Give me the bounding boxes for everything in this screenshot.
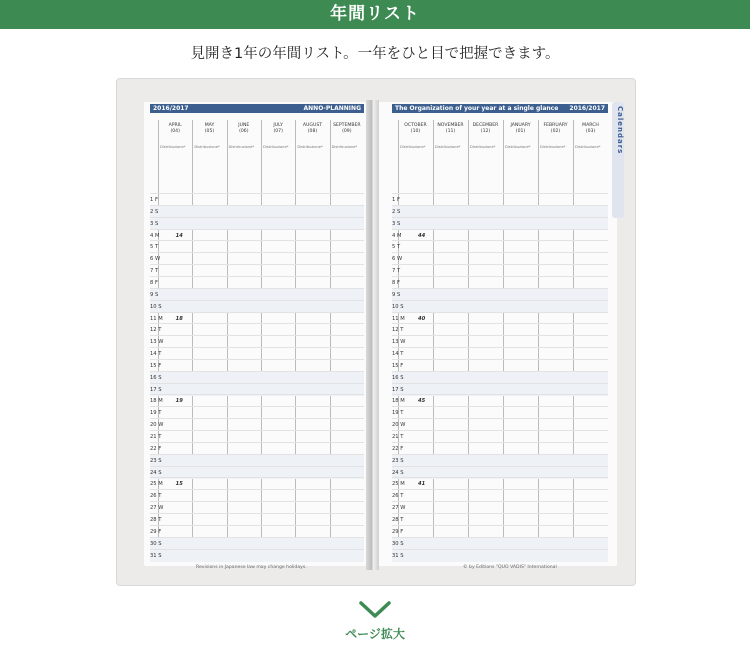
month-number: (12) <box>480 129 491 134</box>
month-name: MARCH <box>582 123 599 128</box>
day-row <box>392 549 608 562</box>
month-number: (08) <box>307 129 318 134</box>
month-number: (11) <box>445 129 456 134</box>
section-banner <box>0 0 750 29</box>
month-number: (01) <box>515 129 526 134</box>
week-number: 41 <box>418 481 426 488</box>
month-number: (10) <box>410 129 421 134</box>
day-number: 21 T <box>392 434 404 440</box>
month-name: APRIL <box>168 123 182 128</box>
day-number: 2 S <box>150 208 159 215</box>
chevron-down-icon[interactable] <box>358 600 392 620</box>
day-number: 18 M <box>150 398 163 405</box>
right-page-footer: © by Editions "QUO VADIS" International <box>463 565 557 570</box>
month-number: (03) <box>585 129 596 134</box>
month-header <box>503 123 538 135</box>
day-number: 7 T <box>392 268 401 275</box>
month-notes-label: Distribuzione* <box>400 145 426 149</box>
day-number: 5 T <box>150 244 159 251</box>
day-number: 20 W <box>392 422 406 429</box>
month-notes-label: Distribuzione* <box>194 145 220 149</box>
day-row <box>150 549 364 562</box>
month-name: JULY <box>273 123 283 128</box>
week-number: 45 <box>418 398 426 405</box>
day-number: 10 S <box>150 303 162 310</box>
day-number: 9 S <box>150 291 159 298</box>
day-number: 25 M <box>392 481 405 488</box>
section-subtitle: 見開き1年の年間リスト。一年をひと目で把握できます。 <box>190 46 560 62</box>
month-name: AUGUST <box>302 123 323 128</box>
planner-spine <box>366 100 379 570</box>
day-number: 27 W <box>150 505 164 512</box>
left-header-year: 2016/2017 <box>153 105 189 112</box>
day-number: 7 T <box>150 268 159 275</box>
month-number: (07) <box>273 129 283 134</box>
month-header <box>227 123 261 135</box>
day-number: 17 S <box>392 386 404 393</box>
day-number: 8 F <box>150 279 158 286</box>
month-header <box>192 123 226 135</box>
day-number: 26 T <box>392 493 404 500</box>
month-notes-label: Distribuzione* <box>505 145 531 149</box>
month-name: JUNE <box>238 123 250 128</box>
day-number: 12 T <box>392 327 404 334</box>
week-number: 15 <box>175 481 183 488</box>
month-name: SEPTEMBER <box>333 123 361 128</box>
day-number: 28 T <box>150 516 162 523</box>
month-notes-label: Distribuzione* <box>435 145 461 149</box>
day-number: 19 T <box>150 410 162 417</box>
day-number: 13 W <box>150 339 164 346</box>
week-number: 19 <box>175 398 183 405</box>
month-header <box>538 123 573 135</box>
month-header <box>573 123 608 135</box>
month-number: (02) <box>550 129 561 134</box>
week-number: 18 <box>175 315 183 322</box>
day-number: 23 S <box>392 457 404 464</box>
day-number: 15 F <box>392 362 404 369</box>
day-number: 23 S <box>150 457 162 464</box>
month-name: FEBRUARY <box>543 123 568 128</box>
day-number: 11 M <box>150 315 163 322</box>
week-number: 14 <box>175 232 183 239</box>
month-name: MAY <box>204 123 215 128</box>
day-number: 2 S <box>392 208 401 215</box>
day-number: 14 T <box>150 351 162 358</box>
day-number: 28 T <box>392 516 404 523</box>
month-number: (06) <box>239 129 249 134</box>
day-number: 19 T <box>392 410 404 417</box>
calendars-side-tab <box>612 102 624 218</box>
day-number: 4 M <box>150 232 160 239</box>
day-number: 12 T <box>150 327 162 334</box>
day-number: 1 F <box>150 197 158 203</box>
day-number: 24 S <box>150 469 162 476</box>
day-number: 22 F <box>150 445 162 452</box>
day-number: 9 S <box>392 291 401 298</box>
day-number: 20 W <box>150 422 164 429</box>
month-header <box>433 123 468 135</box>
right-header-title: The Organization of your year at a single glance <box>395 105 559 112</box>
day-number: 17 S <box>150 386 162 393</box>
banner-title: 年間リスト <box>330 4 420 24</box>
month-notes-label: Distribuzione* <box>331 145 358 149</box>
week-number: 40 <box>418 315 426 322</box>
month-header <box>330 123 364 135</box>
calendars-side-tab-label: Calendars <box>616 106 624 155</box>
day-number: 22 F <box>392 445 404 452</box>
month-header <box>468 123 503 135</box>
month-header <box>295 123 329 135</box>
month-notes-label: Distribuzione* <box>228 145 255 149</box>
day-number: 14 T <box>392 351 404 358</box>
day-number: 26 T <box>150 493 162 500</box>
day-number: 1 F <box>392 197 400 203</box>
day-number: 24 S <box>392 469 404 476</box>
day-number: 30 S <box>392 540 404 547</box>
day-number: 4 M <box>392 232 402 239</box>
month-name: NOVEMBER <box>437 123 464 128</box>
right-page-header <box>392 104 608 113</box>
month-name: OCTOBER <box>404 123 427 128</box>
month-header <box>158 123 192 135</box>
left-header-brand: ANNO-PLANNING <box>303 105 361 112</box>
month-name: JANUARY <box>510 123 531 128</box>
day-number: 30 S <box>150 540 162 547</box>
month-notes-label: Distribuzione* <box>470 145 496 149</box>
day-number: 8 F <box>392 279 400 286</box>
left-page-header <box>150 104 364 113</box>
day-number: 29 F <box>150 528 162 535</box>
day-number: 6 W <box>150 256 161 263</box>
day-number: 5 T <box>392 244 401 251</box>
month-notes-label: Distribuzione* <box>160 145 186 149</box>
day-number: 10 S <box>392 303 404 310</box>
month-notes-label: Distribuzione* <box>263 145 289 149</box>
month-notes-label: Distribuzione* <box>297 145 323 149</box>
day-number: 3 S <box>150 220 159 227</box>
week-number: 44 <box>418 232 426 239</box>
month-notes-label: Distribuzione* <box>575 145 601 149</box>
month-number: (05) <box>204 129 215 134</box>
day-number: 31 S <box>150 552 162 559</box>
month-number: (04) <box>170 129 180 134</box>
month-name: DECEMBER <box>472 123 499 128</box>
page-expand-button[interactable]: ページ拡大 <box>345 627 405 641</box>
day-number: 25 M <box>150 481 163 488</box>
month-header <box>261 123 295 135</box>
right-header-year: 2016/2017 <box>569 105 605 112</box>
day-number: 18 M <box>392 398 405 405</box>
day-number: 27 W <box>392 505 406 512</box>
day-number: 16 S <box>150 374 162 381</box>
month-header <box>398 123 433 135</box>
day-number: 3 S <box>392 220 401 227</box>
day-number: 6 W <box>392 256 403 263</box>
day-number: 31 S <box>392 552 404 559</box>
month-notes-label: Distribuzione* <box>540 145 566 149</box>
day-number: 29 F <box>392 528 404 535</box>
day-number: 16 S <box>392 374 404 381</box>
left-page-footer: Revisions in Japanese law may change holidays. <box>196 565 307 570</box>
day-number: 13 W <box>392 339 406 346</box>
day-number: 15 F <box>150 362 162 369</box>
day-number: 21 T <box>150 434 162 440</box>
month-number: (09) <box>342 129 352 134</box>
day-number: 11 M <box>392 315 405 322</box>
